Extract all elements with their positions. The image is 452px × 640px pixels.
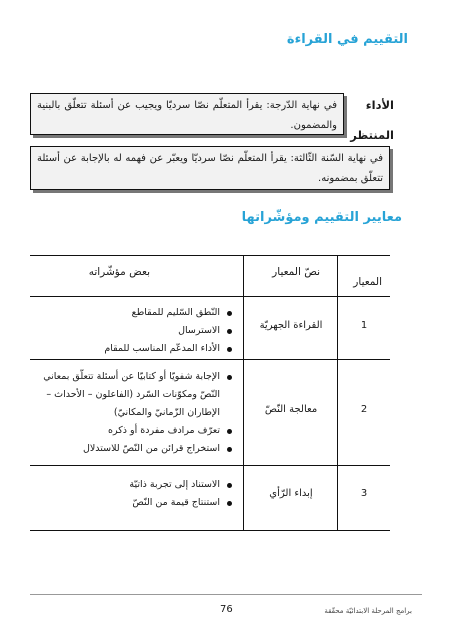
indicator-item: استنتاج قيمة من النّصّ xyxy=(24,494,220,512)
table-divider xyxy=(30,296,390,297)
header-criterion: المعيار xyxy=(353,276,382,288)
indicator-item: الاستناد إلى تجربة ذاتيّة xyxy=(24,476,220,494)
row-number: 2 xyxy=(360,404,368,415)
footer-divider xyxy=(30,594,422,595)
performance-label xyxy=(346,90,394,150)
row-criterion: معالجة النّصّ xyxy=(264,404,318,415)
indicator-item: تعرّف مرادف مفردة أو ذكره xyxy=(24,422,220,440)
indicator-item: الاسترسال xyxy=(24,322,220,340)
cycle-end-box: في نهاية السّنة الثّالثة: يقرأ المتعلّم نصّا سرديّا ويعبّر عن فهمه له بالإجابة عن أسئلة تتعلّق بمضمونه. xyxy=(30,146,390,190)
row-indicators xyxy=(24,304,234,358)
page-number: 76 xyxy=(220,604,233,615)
performance-label-line2: المنتظر xyxy=(350,128,394,142)
indicator-item: النّطق السّليم للمقاطع xyxy=(24,304,220,322)
row-indicators xyxy=(24,476,234,512)
header-indicators: بعض مؤشّراته xyxy=(88,266,150,278)
table-divider xyxy=(243,256,244,530)
footer-program-text: برامج المرحلة الابتدائيّة محقّقة xyxy=(324,607,412,615)
indicator-item: الإجابة شفويّا أو كتابيّا عن أسئلة تتعلّق بمعاني النّصّ ومكوّنات السّرد (الفاعلون – الأحداث – الإطاران الزّمانيّ والمكانيّ) xyxy=(24,368,220,422)
row-criterion: إبداء الرّأي xyxy=(269,488,313,499)
indicator-item: الأداء المدعّم المناسب للمقام xyxy=(24,340,220,358)
table-divider xyxy=(30,359,390,360)
criteria-title: معايير التقييم ومؤشّراتها xyxy=(241,210,402,225)
grade-end-box: في نهاية الدّرجة: يقرأ المتعلّم نصّا سرديّا ويجيب عن أسئلة تتعلّق بالبنية والمضمون. xyxy=(30,93,344,135)
row-criterion: القراءة الجهريّة xyxy=(259,320,323,331)
indicator-item: استخراج قرائن من النّصّ للاستدلال xyxy=(24,440,220,458)
section-title: التقييم في القراءة xyxy=(286,32,408,47)
header-criterion-text: نصّ المعيار xyxy=(272,266,320,278)
row-indicators xyxy=(24,368,234,458)
row-number: 3 xyxy=(360,488,368,499)
table-divider xyxy=(30,465,390,466)
criteria-table xyxy=(30,255,390,531)
row-number: 1 xyxy=(360,320,368,331)
table-divider xyxy=(337,256,338,530)
performance-label-line1: الأداء xyxy=(365,98,394,112)
